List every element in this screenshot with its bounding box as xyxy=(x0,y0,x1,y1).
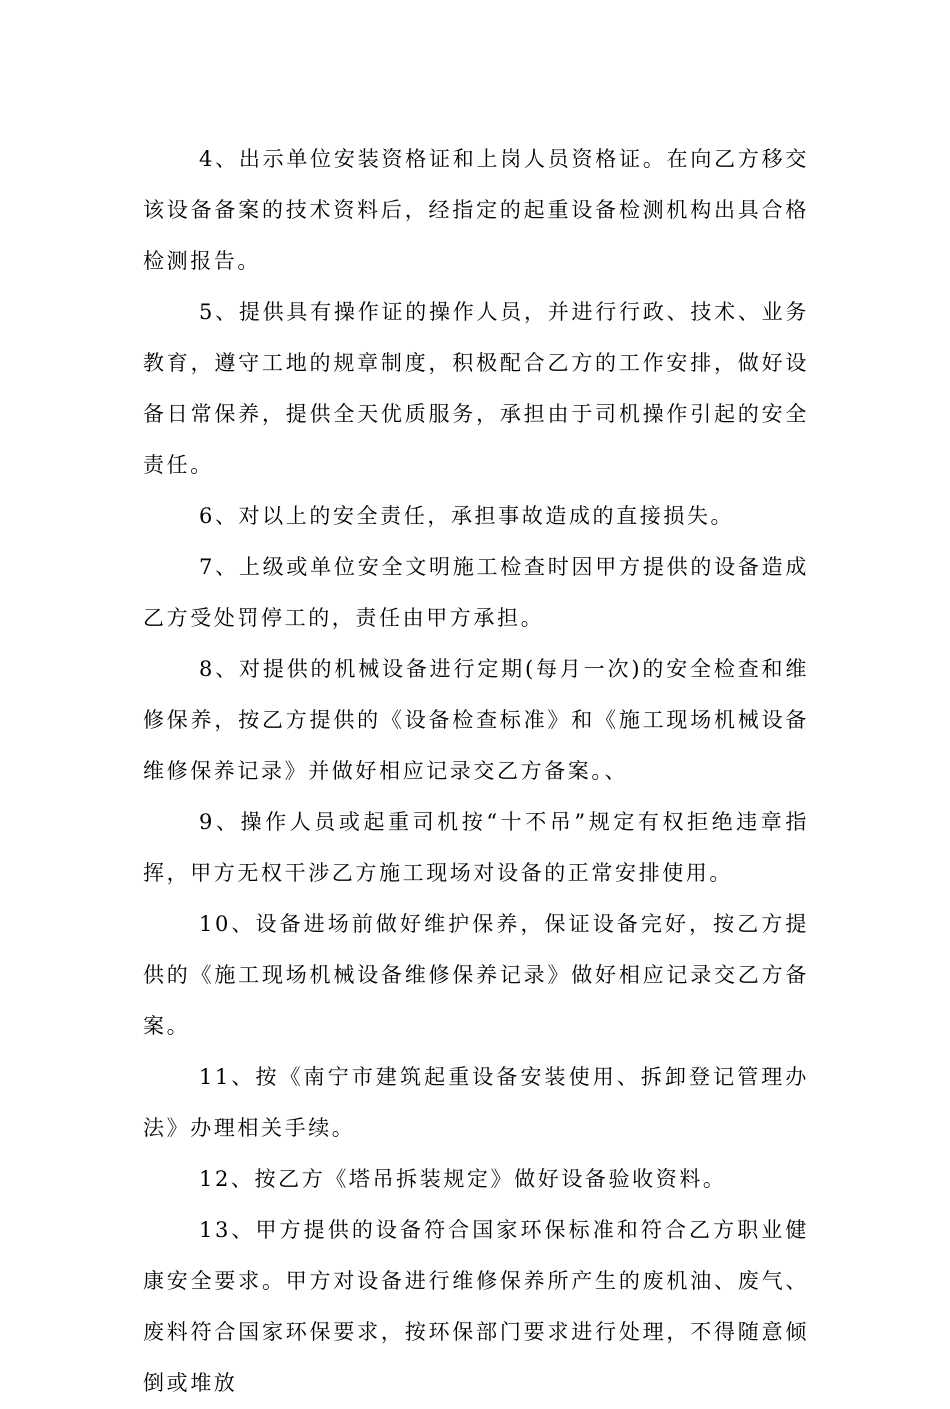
paragraph-item-6: 6、对以上的安全责任，承担事故造成的直接损失。 xyxy=(199,504,735,528)
paragraph-item-7: 7、上级或单位安全文明施工检查时因甲方提供的设备造成乙方受处罚停工的，责任由甲方承担。 xyxy=(143,555,809,630)
paragraph-item-13: 13、甲方提供的设备符合国家环保标准和符合乙方职业健康安全要求。甲方对设备进行维修保养所产生的废机油、废气、废料符合国家环保要求，按环保部门要求进行处理，不得随意倾倒或堆放 xyxy=(143,1218,809,1395)
paragraph-item-8: 8、对提供的机械设备进行定期(每月一次)的安全检查和维修保养，按乙方提供的《设备检查标准》和《施工现场机械设备维修保养记录》并做好相应记录交乙方备案。、 xyxy=(143,657,809,783)
paragraph-item-4: 4、出示单位安装资格证和上岗人员资格证。在向乙方移交该设备备案的技术资料后，经指定的起重设备检测机构出具合格检测报告。 xyxy=(143,147,809,273)
paragraph-item-10: 10、设备进场前做好维护保养，保证设备完好，按乙方提供的《施工现场机械设备维修保养记录》做好相应记录交乙方备案。 xyxy=(143,912,809,1038)
paragraph-item-9: 9、操作人员或起重司机按“十不吊”规定有权拒绝违章指挥，甲方无权干涉乙方施工现场对设备的正常安排使用。 xyxy=(143,810,809,885)
paragraph-item-12: 12、按乙方《塔吊拆装规定》做好设备验收资料。 xyxy=(199,1167,727,1191)
document-body xyxy=(143,134,809,1409)
paragraph-item-5: 5、提供具有操作证的操作人员，并进行行政、技术、业务教育，遵守工地的规章制度，积极配合乙方的工作安排，做好设备日常保养，提供全天优质服务，承担由于司机操作引起的安全责任。 xyxy=(143,300,809,477)
paragraph-item-11: 11、按《南宁市建筑起重设备安装使用、拆卸登记管理办法》办理相关手续。 xyxy=(143,1065,809,1140)
